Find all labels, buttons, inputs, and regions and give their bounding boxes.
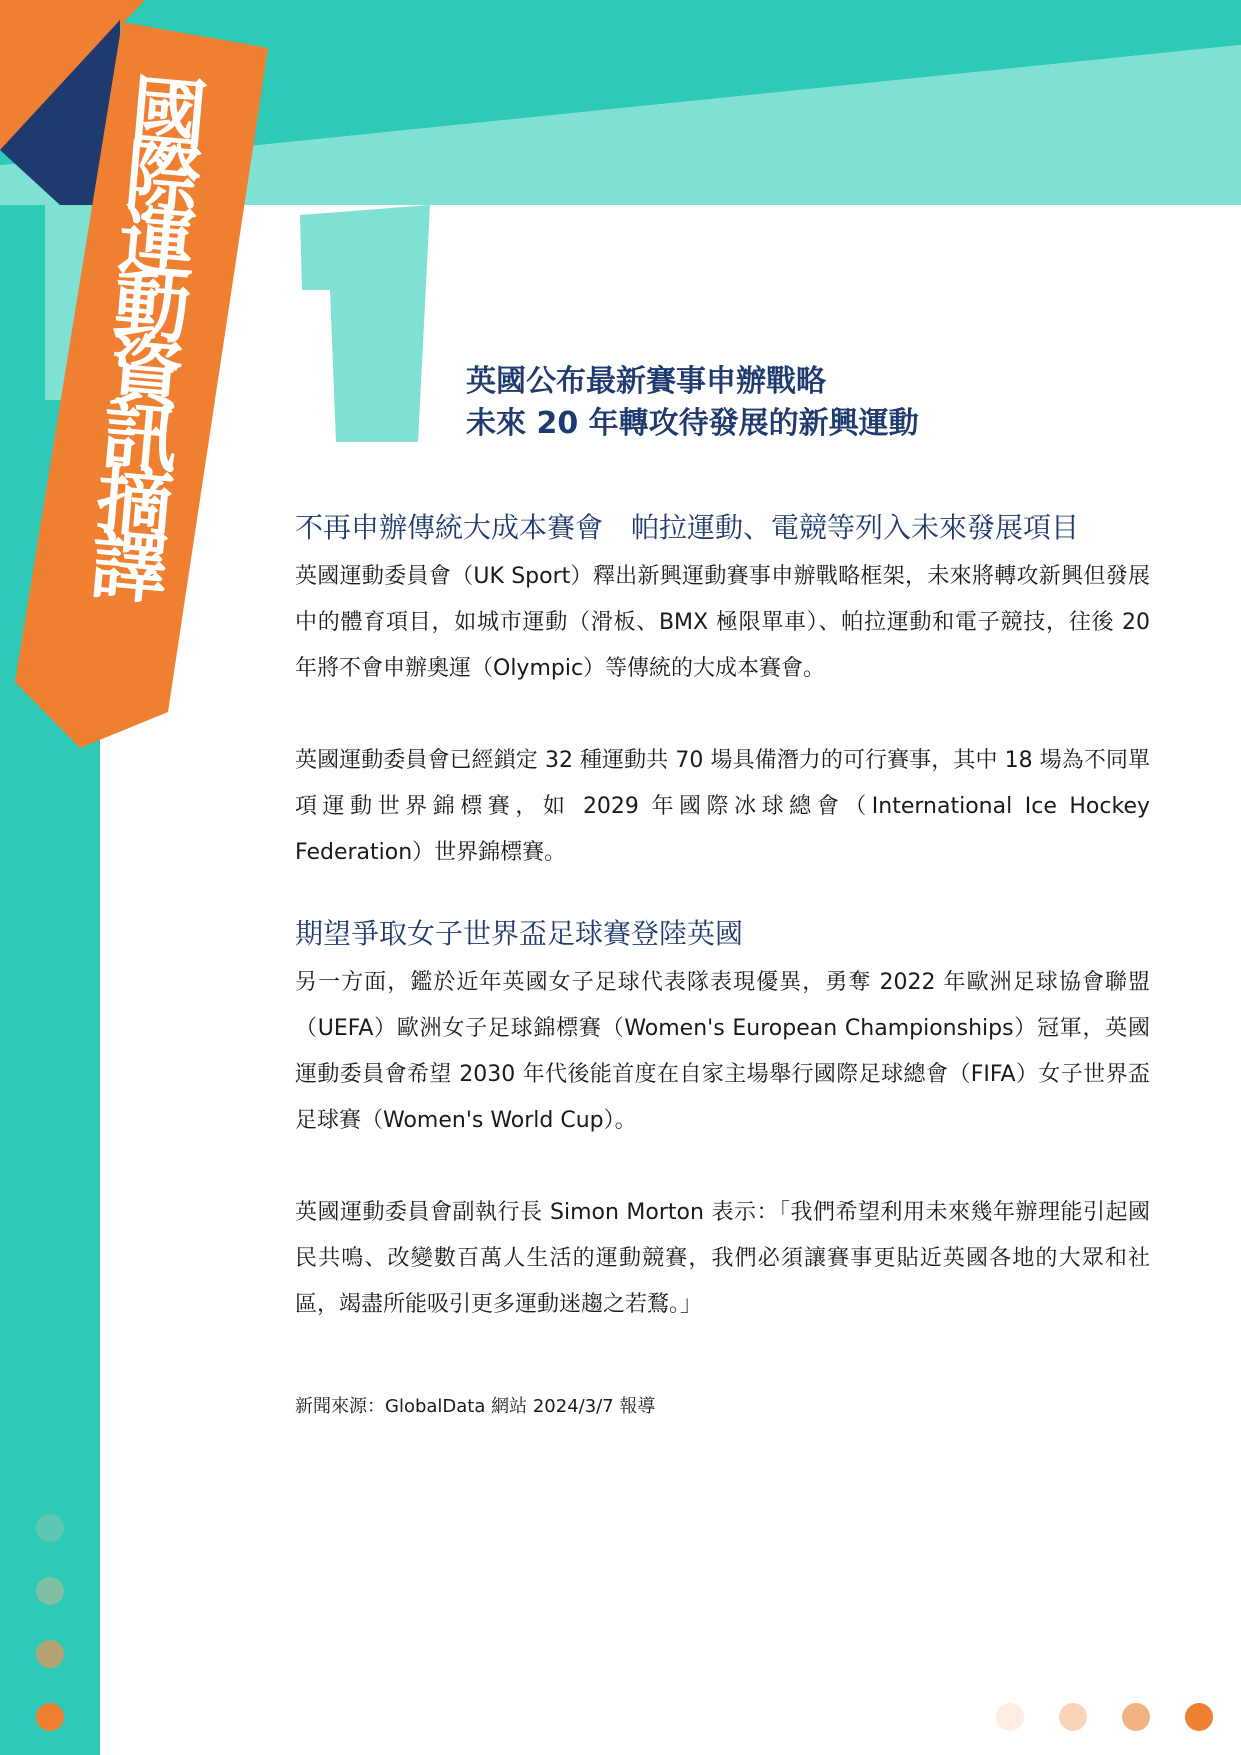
paragraph: 英國運動委員會已經鎖定 32 種運動共 70 場具備潛力的可行賽事，其中 18 場為不同單項運動世界錦標賽，如 2029 年國際冰球總會（International Ice Hockey Federation）世界錦標賽。 xyxy=(295,748,1150,865)
headline-line-2: 未來 20 年轉攻待發展的新興運動 xyxy=(466,406,919,441)
article-headline xyxy=(466,361,1166,445)
section-heading: 期望爭取女子世界盃足球賽登陸英國 xyxy=(295,917,744,950)
banner-char: 運 xyxy=(115,195,200,291)
paragraph: 另一方面，鑑於近年英國女子足球代表隊表現優異，勇奪 2022 年歐洲足球協會聯盟（UEFA）歐洲女子足球錦標賽（Women's European Championships）冠軍，英國運動委員會希望 2030 年代後能首度在自家主場舉行國際足球總會（FIFA）女子世界盃足球賽（Women's World Cup）。 xyxy=(295,970,1150,1133)
left-dot xyxy=(36,1640,64,1668)
headline-line-1: 英國公布最新賽事申辦戰略 xyxy=(466,364,826,399)
banner-char: 際 xyxy=(121,130,205,226)
banner-char: 譯 xyxy=(87,518,171,615)
left-dot xyxy=(36,1703,64,1731)
banner-char: 資 xyxy=(104,324,188,421)
right-dot xyxy=(1122,1703,1150,1731)
section-heading: 不再申辦傳統大成本賽會 帕拉運動、電競等列入未來發展項目 xyxy=(295,511,1080,544)
article-body xyxy=(295,510,1150,1328)
banner-char: 訊 xyxy=(98,389,183,485)
news-source: 新聞來源：GlobalData 網站 2024/3/7 報導 xyxy=(295,1396,656,1417)
left-dot xyxy=(36,1577,64,1605)
paragraph: 英國運動委員會（UK Sport）釋出新興運動賽事申辦戰略框架，未來將轉攻新興但發展中的體育項目，如城市運動（滑板、BMX 極限單車）、帕拉運動和電子競技，往後 20 年將不會申辦奧運（Olympic）等傳統的大成本賽會。 xyxy=(295,564,1150,681)
left-dot xyxy=(36,1514,64,1542)
right-dot xyxy=(996,1703,1024,1731)
right-dot xyxy=(1059,1703,1087,1731)
right-dot xyxy=(1185,1703,1213,1731)
banner-char: 國 xyxy=(127,65,211,162)
banner-char: 摘 xyxy=(93,454,177,550)
paragraph: 英國運動委員會副執行長 Simon Morton 表示：「我們希望利用未來幾年辦理能引起國民共鳴、改變數百萬人生活的運動競賽，我們必須讓賽事更貼近英國各地的大眾和社區，竭盡所能吸引更多運動迷趨之若鶩。」 xyxy=(295,1200,1150,1317)
banner-char: 動 xyxy=(110,259,194,356)
